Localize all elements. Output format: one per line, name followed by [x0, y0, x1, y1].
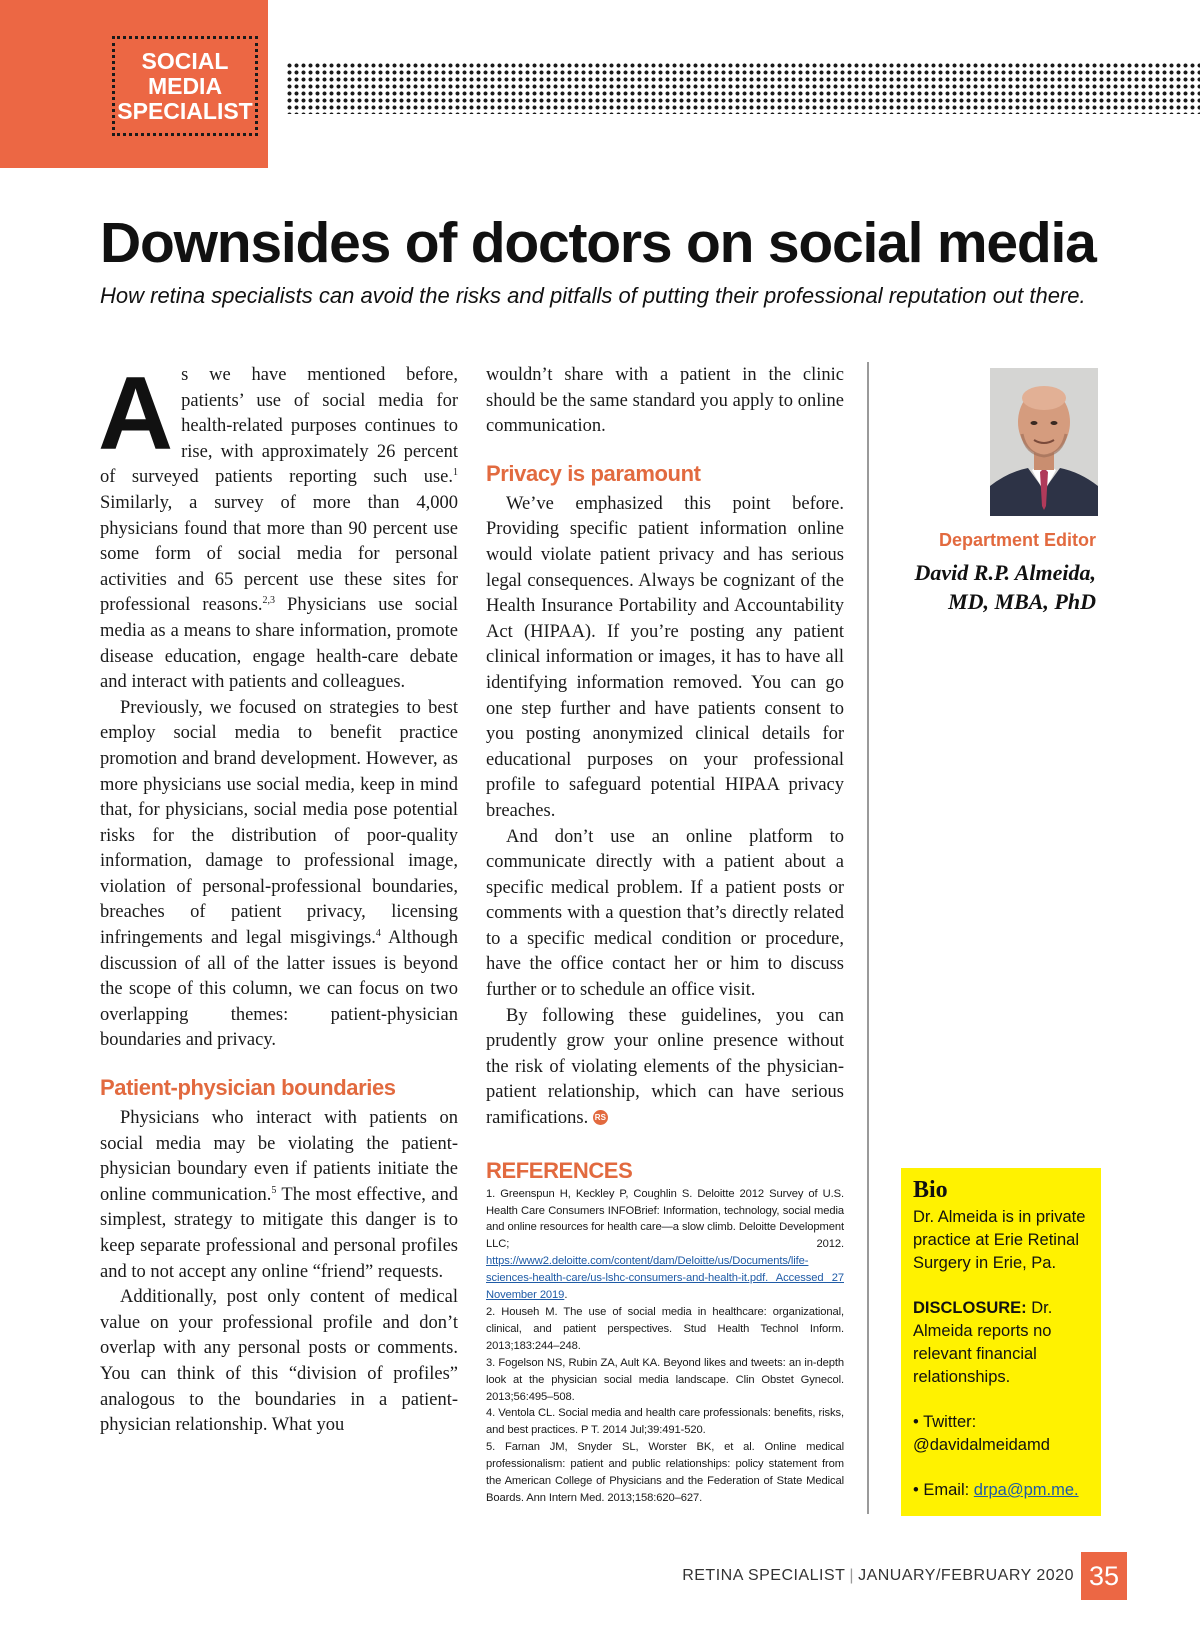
- paragraph: Previously, we focused on strategies to best employ social media to benefit practice promotion and brand development. However, as more physicians use social media, keep in mind that, for physicians, social media pose potential risks for the distribution of poor-quality information, damage to professional image, violation of personal-professional boundaries, breaches of patient privacy, licensing infringements and legal misgivings.$^4$ Although discussion of all of the latter issues is beyond the scope of this column, we can focus on two overlapping themes: patient-physician boundaries and privacy.: [100, 697, 458, 1051]
- paragraph: Physicians who interact with patients on social media may be violating the patient-physician boundary even if patients initiate the online communication.$^5$ The most effective, and simplest, strategy to mitigate this danger is to keep separate professional and personal profiles and to not accept any online “friend” requests.: [100, 1108, 458, 1282]
- dotted-rule: [286, 62, 1200, 114]
- article-subtitle: How retina specialists can avoid the risks and pitfalls of putting their professional reputation out there.: [100, 283, 1086, 308]
- section-heading-boundaries: Patient-physician boundaries: [100, 1075, 396, 1101]
- bio-text: Dr. Almeida is in private practice at Erie Retinal Surgery in Erie, Pa.: [913, 1208, 1086, 1272]
- references-heading: REFERENCES: [486, 1157, 633, 1183]
- article-title: Downsides of doctors on social media: [100, 211, 1096, 275]
- reference-link[interactable]: https://www2.deloitte.com/content/dam/Deloitte/us/Documents/life-sciences-health-care/us-lshc-consumers-and-health-it.pdf. Accessed 27 November 2019: [486, 1255, 844, 1302]
- disclosure: DISCLOSURE: Dr. Almeida reports no relevant financial relationships.: [913, 1299, 1053, 1386]
- paragraph: And don’t use an online platform to communicate directly with a patient about a specific medical problem. If a patient posts or comments with a question that’s directly related to a specific medical condition or procedure, have the office contact her or him to discuss further or to schedule an office visit.: [486, 826, 844, 1001]
- drop-cap: A: [98, 356, 174, 472]
- section-tag: [0, 0, 268, 168]
- twitter-handle: @davidalmeidamd: [913, 1436, 1050, 1454]
- section-tag-label: [112, 36, 258, 136]
- paragraph: We’ve emphasized this point before. Providing specific patient information online would violate patient privacy and has serious legal consequences. Always be cognizant of the Health Insurance Portability and Accountability Act (HIPAA). If you’re posting any patient clinical information or images, it has to have all identifying information removed. You can go one step further and have patients consent to you posting anonymized clinical details for educational purposes on your professional profile to safeguard potential HIPAA privacy breaches.: [486, 493, 844, 821]
- bio-title: Bio: [913, 1177, 948, 1203]
- footnote-ref: 5: [271, 1184, 277, 1196]
- page-number: 35: [1081, 1552, 1127, 1600]
- section-tag-line: SPECIALIST: [117, 97, 253, 124]
- footnote-ref: 1: [453, 467, 458, 479]
- paragraph: Additionally, post only content of medical value on your professional profile and don’t overlap with any personal posts or comments. You can think of this “division of profiles” analogous to the boundaries in a patient-physician relationship. What you: [100, 1287, 458, 1436]
- reference-item: 3. Fogelson NS, Rubin ZA, Ault KA. Beyond likes and tweets: an in-depth look at the physician social media landscape. Clin Obstet Gynecol. 2013;56:495–508.: [486, 1356, 844, 1403]
- editor-name: David R.P. Almeida, MD, MBA, PhD: [914, 560, 1096, 614]
- column-divider: [867, 362, 869, 1514]
- reference-item: 4. Ventola CL. Social media and health care professionals: benefits, risks, and best practices. P T. 2014 Jul;39:491-520.: [486, 1407, 844, 1437]
- footnote-ref: 2,3: [262, 595, 276, 607]
- issue-date: JANUARY/FEBRUARY 2020: [858, 1567, 1074, 1584]
- article-column-1: [98, 356, 459, 1439]
- end-mark-icon: RS: [593, 1110, 608, 1125]
- paragraph: As we have mentioned before, patients’ use of social media for health-related purposes continues to rise, with approximately 26 percent of surveyed patients reporting such use.$^1$ Similarly, a survey of more than 4,000 physicians found that more than 90 percent use some form of social media for personal activities and 65 percent use these sites for professional reasons.$^{2,3}$ Physicians use social media as a means to share information, promote disease education, engage health-care debate and interact with patients and colleagues.: [98, 356, 459, 693]
- section-tag-line: MEDIA: [147, 72, 223, 99]
- footnote-ref: 4: [375, 927, 381, 939]
- page-footer: [600, 1567, 1074, 1585]
- reference-item: 2. Househ M. The use of social media in healthcare: organizational, clinical, and patient perspectives. Stud Health Technol Inform. 2013;183:244–248.: [486, 1305, 844, 1352]
- paragraph: By following these guidelines, you can prudently grow your online presence without the risk of violating elements of the physician-patient relationship, which can have serious ramifications. RS: [486, 1005, 844, 1129]
- article-column-2: [486, 363, 844, 1507]
- bio-box: [901, 1168, 1101, 1516]
- twitter: • Twitter: @davidalmeidamd: [913, 1413, 1050, 1454]
- department-editor-label: Department Editor: [938, 530, 1096, 550]
- email: • Email: drpa@pm.me.: [913, 1481, 1079, 1499]
- section-tag-line: SOCIAL: [141, 47, 229, 74]
- editor-portrait-icon: [990, 368, 1098, 516]
- email-link[interactable]: drpa@pm.me.: [973, 1481, 1079, 1499]
- editor-photo: [990, 368, 1098, 516]
- publication-name: RETINA SPECIALIST: [682, 1567, 846, 1584]
- section-heading-privacy: Privacy is paramount: [486, 460, 701, 486]
- reference-item: 5. Farnan JM, Snyder SL, Worster BK, et al. Online medical professionalism: patient and public relationships: policy statement from the American College of Physicians and the Federation of State Medical Boards. Ann Intern Med. 2013;158:620–627.: [486, 1441, 844, 1504]
- paragraph: wouldn’t share with a patient in the clinic should be the same standard you apply to online communication.: [486, 365, 844, 437]
- reference-item: 1. Greenspun H, Keckley P, Coughlin S. Deloitte 2012 Survey of U.S. Health Care Consumers INFOBrief: Information, technology, social media and online resources for health care—a slow climb. Deloitte Development LLC; 2012. https://www2.deloitte.com/content/dam/Deloitte/us/Documents/life-sciences-health-care/us-lshc-consumers-and-health-it.pdf. Accessed 27 November 2019.: [486, 1187, 844, 1302]
- references-list: [486, 1186, 844, 1507]
- footer-separator: |: [849, 1567, 855, 1584]
